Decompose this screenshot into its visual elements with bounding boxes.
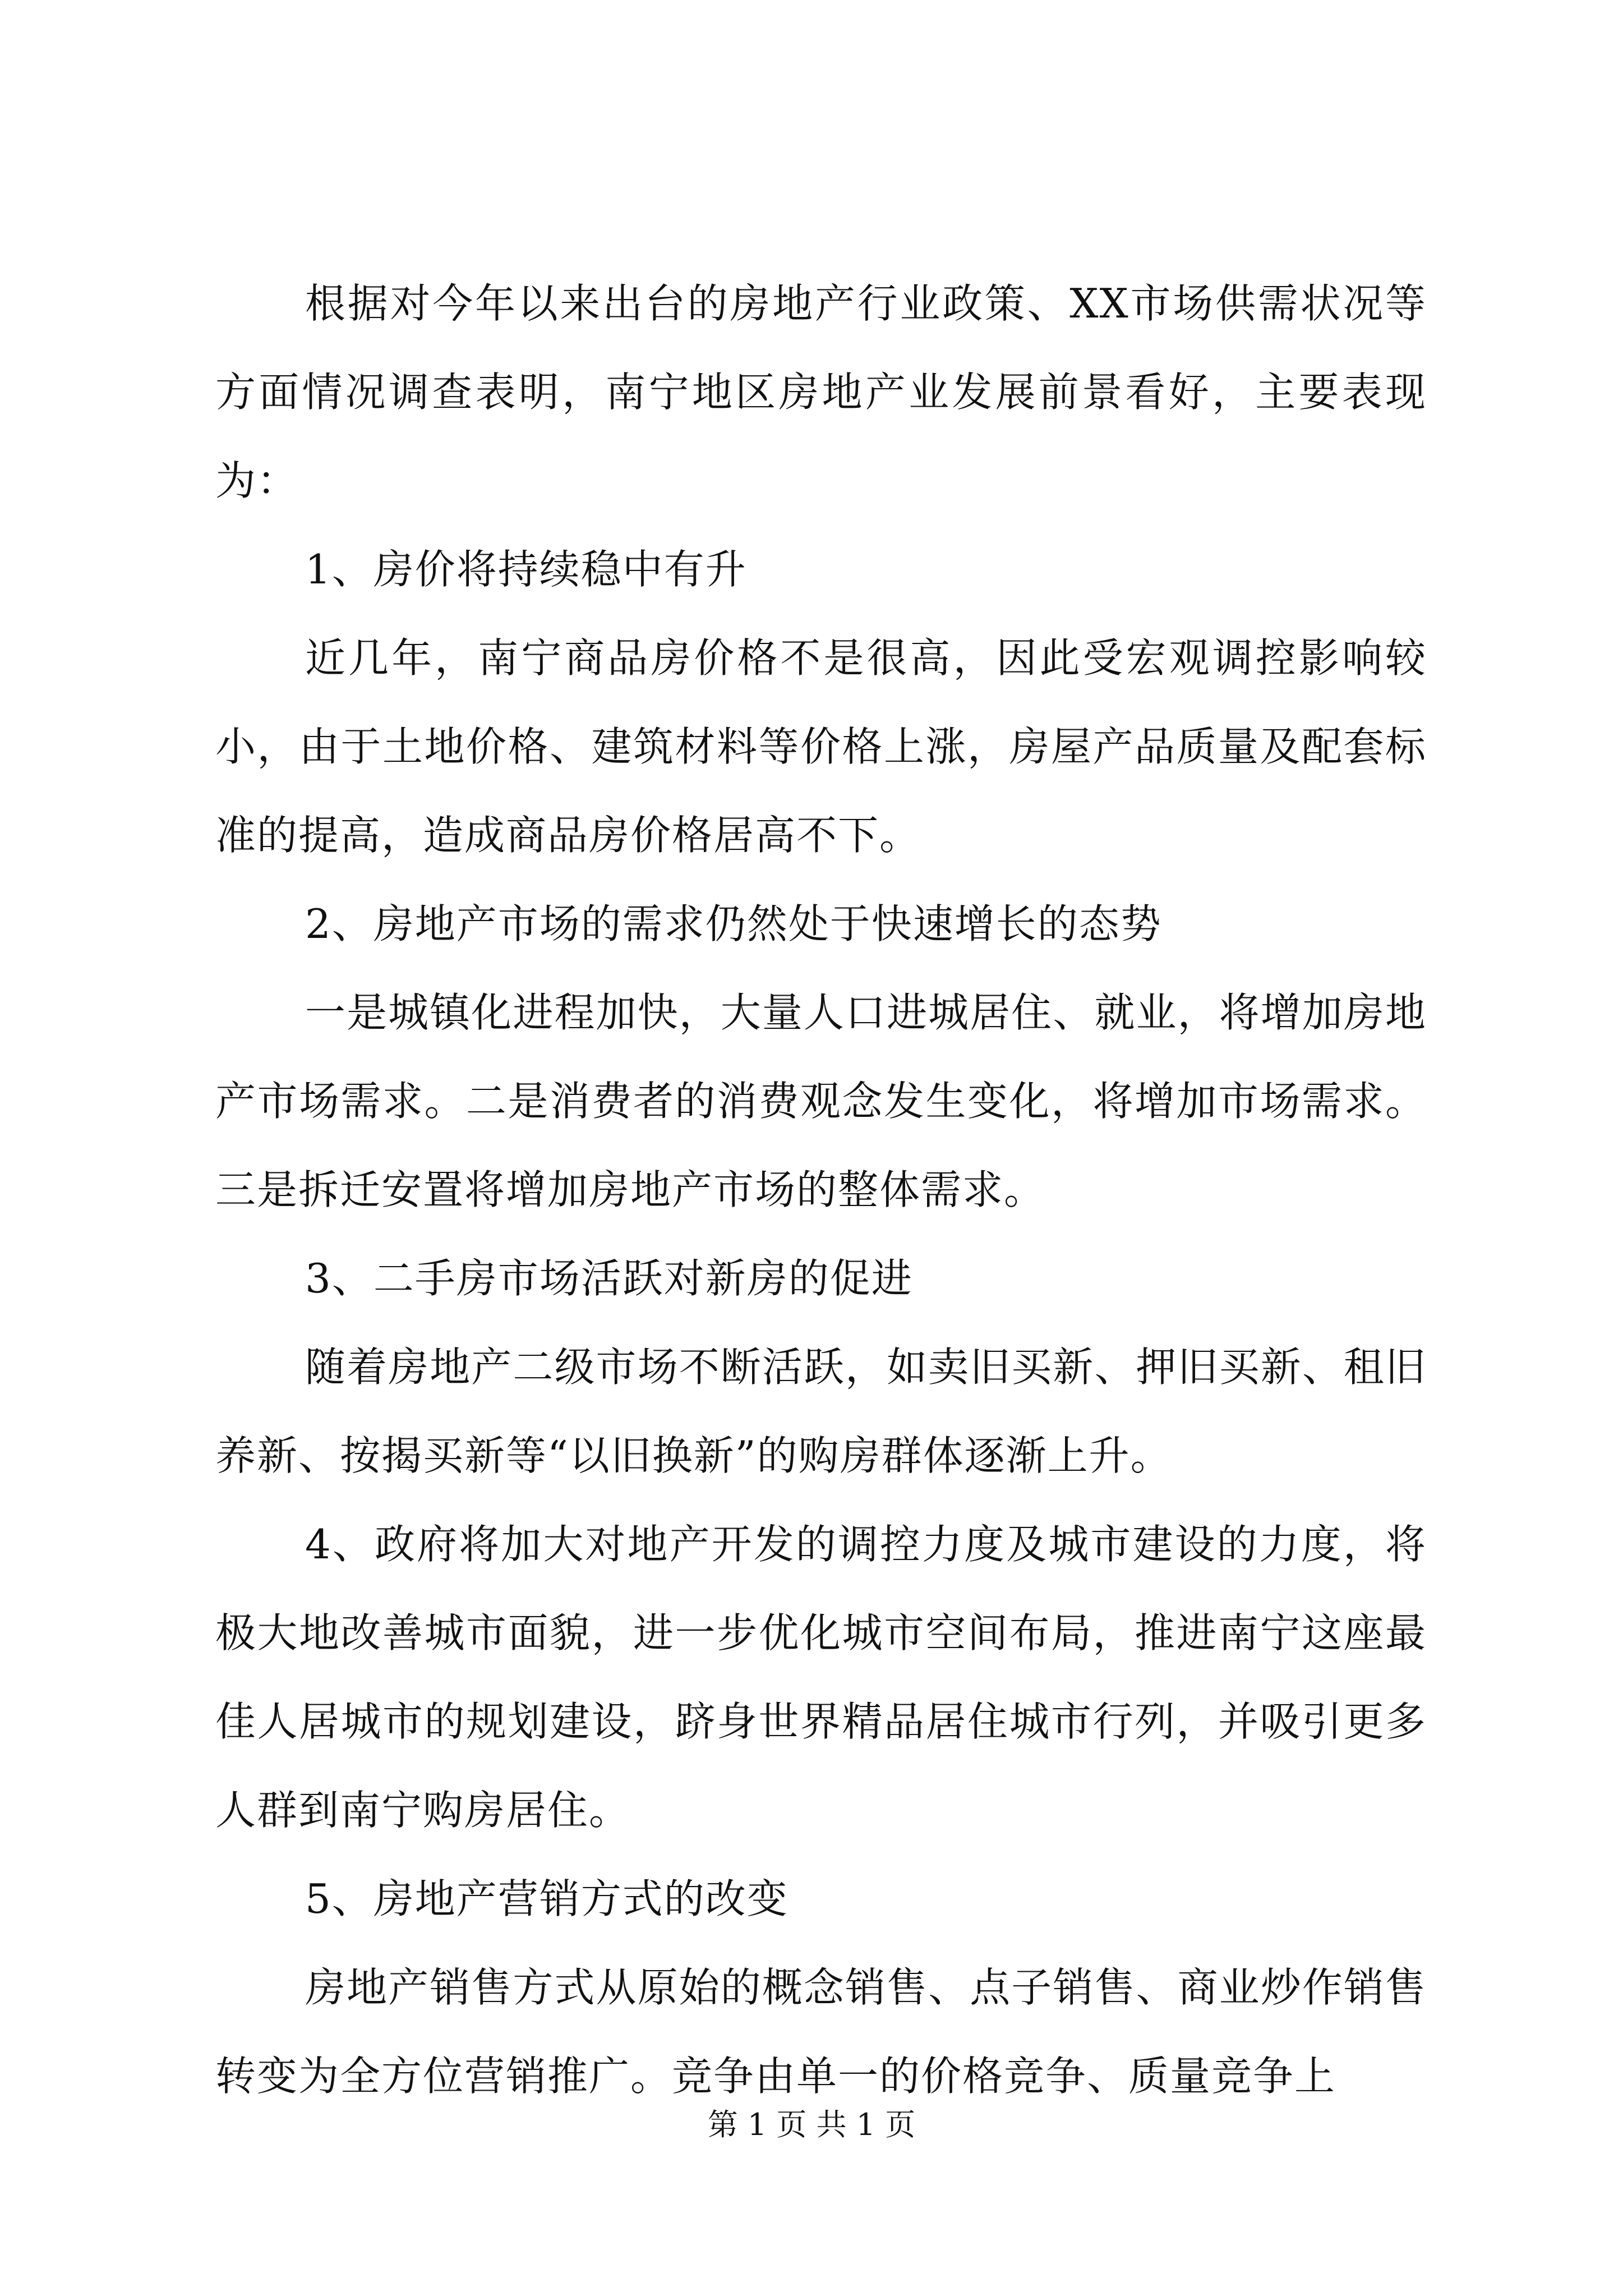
section-paragraph-2: 一是城镇化进程加快，大量人口进城居住、就业，将增加房地产市场需求。二是消费者的消费观念发生变化，将增加市场需求。三是拆迁安置将增加房地产市场的整体需求。 [215, 989, 1427, 1213]
section-heading-3: 3、二手房市场活跃对新房的促进 [305, 1255, 913, 1302]
section-paragraph-1: 近几年，南宁商品房价格不是很高，因此受宏观调控影响较小，由于土地价格、建筑材料等价格上涨，房屋产品质量及配套标准的提高，造成商品房价格居高不下。 [215, 634, 1427, 859]
document-body [215, 259, 1427, 2120]
intro-paragraph: 根据对今年以来出台的房地产行业政策、XX市场供需状况等方面情况调查表明，南宁地区房地产业发展前景看好，主要表现为： [215, 280, 1427, 504]
section-paragraph-4: 4、政府将加大对地产开发的调控力度及城市建设的力度，将极大地改善城市面貌，进一步优化城市空间布局，推进南宁这座最佳人居城市的规划建设，跻身世界精品居住城市行列，并吸引更多人群到南宁购房居住。 [215, 1521, 1427, 1834]
section-heading-1: 1、房价将持续稳中有升 [305, 546, 747, 593]
page-footer: 第 1 页 共 1 页 [707, 2107, 916, 2142]
section-heading-5: 5、房地产营销方式的改变 [305, 1875, 789, 1922]
section-paragraph-5: 房地产销售方式从原始的概念销售、点子销售、商业炒作销售转变为全方位营销推广。竞争由单一的价格竞争、质量竞争上 [215, 1964, 1427, 2100]
section-heading-2: 2、房地产市场的需求仍然处于快速增长的态势 [305, 900, 1162, 947]
section-paragraph-3: 随着房地产二级市场不断活跃，如卖旧买新、押旧买新、租旧养新、按揭买新等“以旧换新”的购房群体逐渐上升。 [215, 1343, 1427, 1479]
